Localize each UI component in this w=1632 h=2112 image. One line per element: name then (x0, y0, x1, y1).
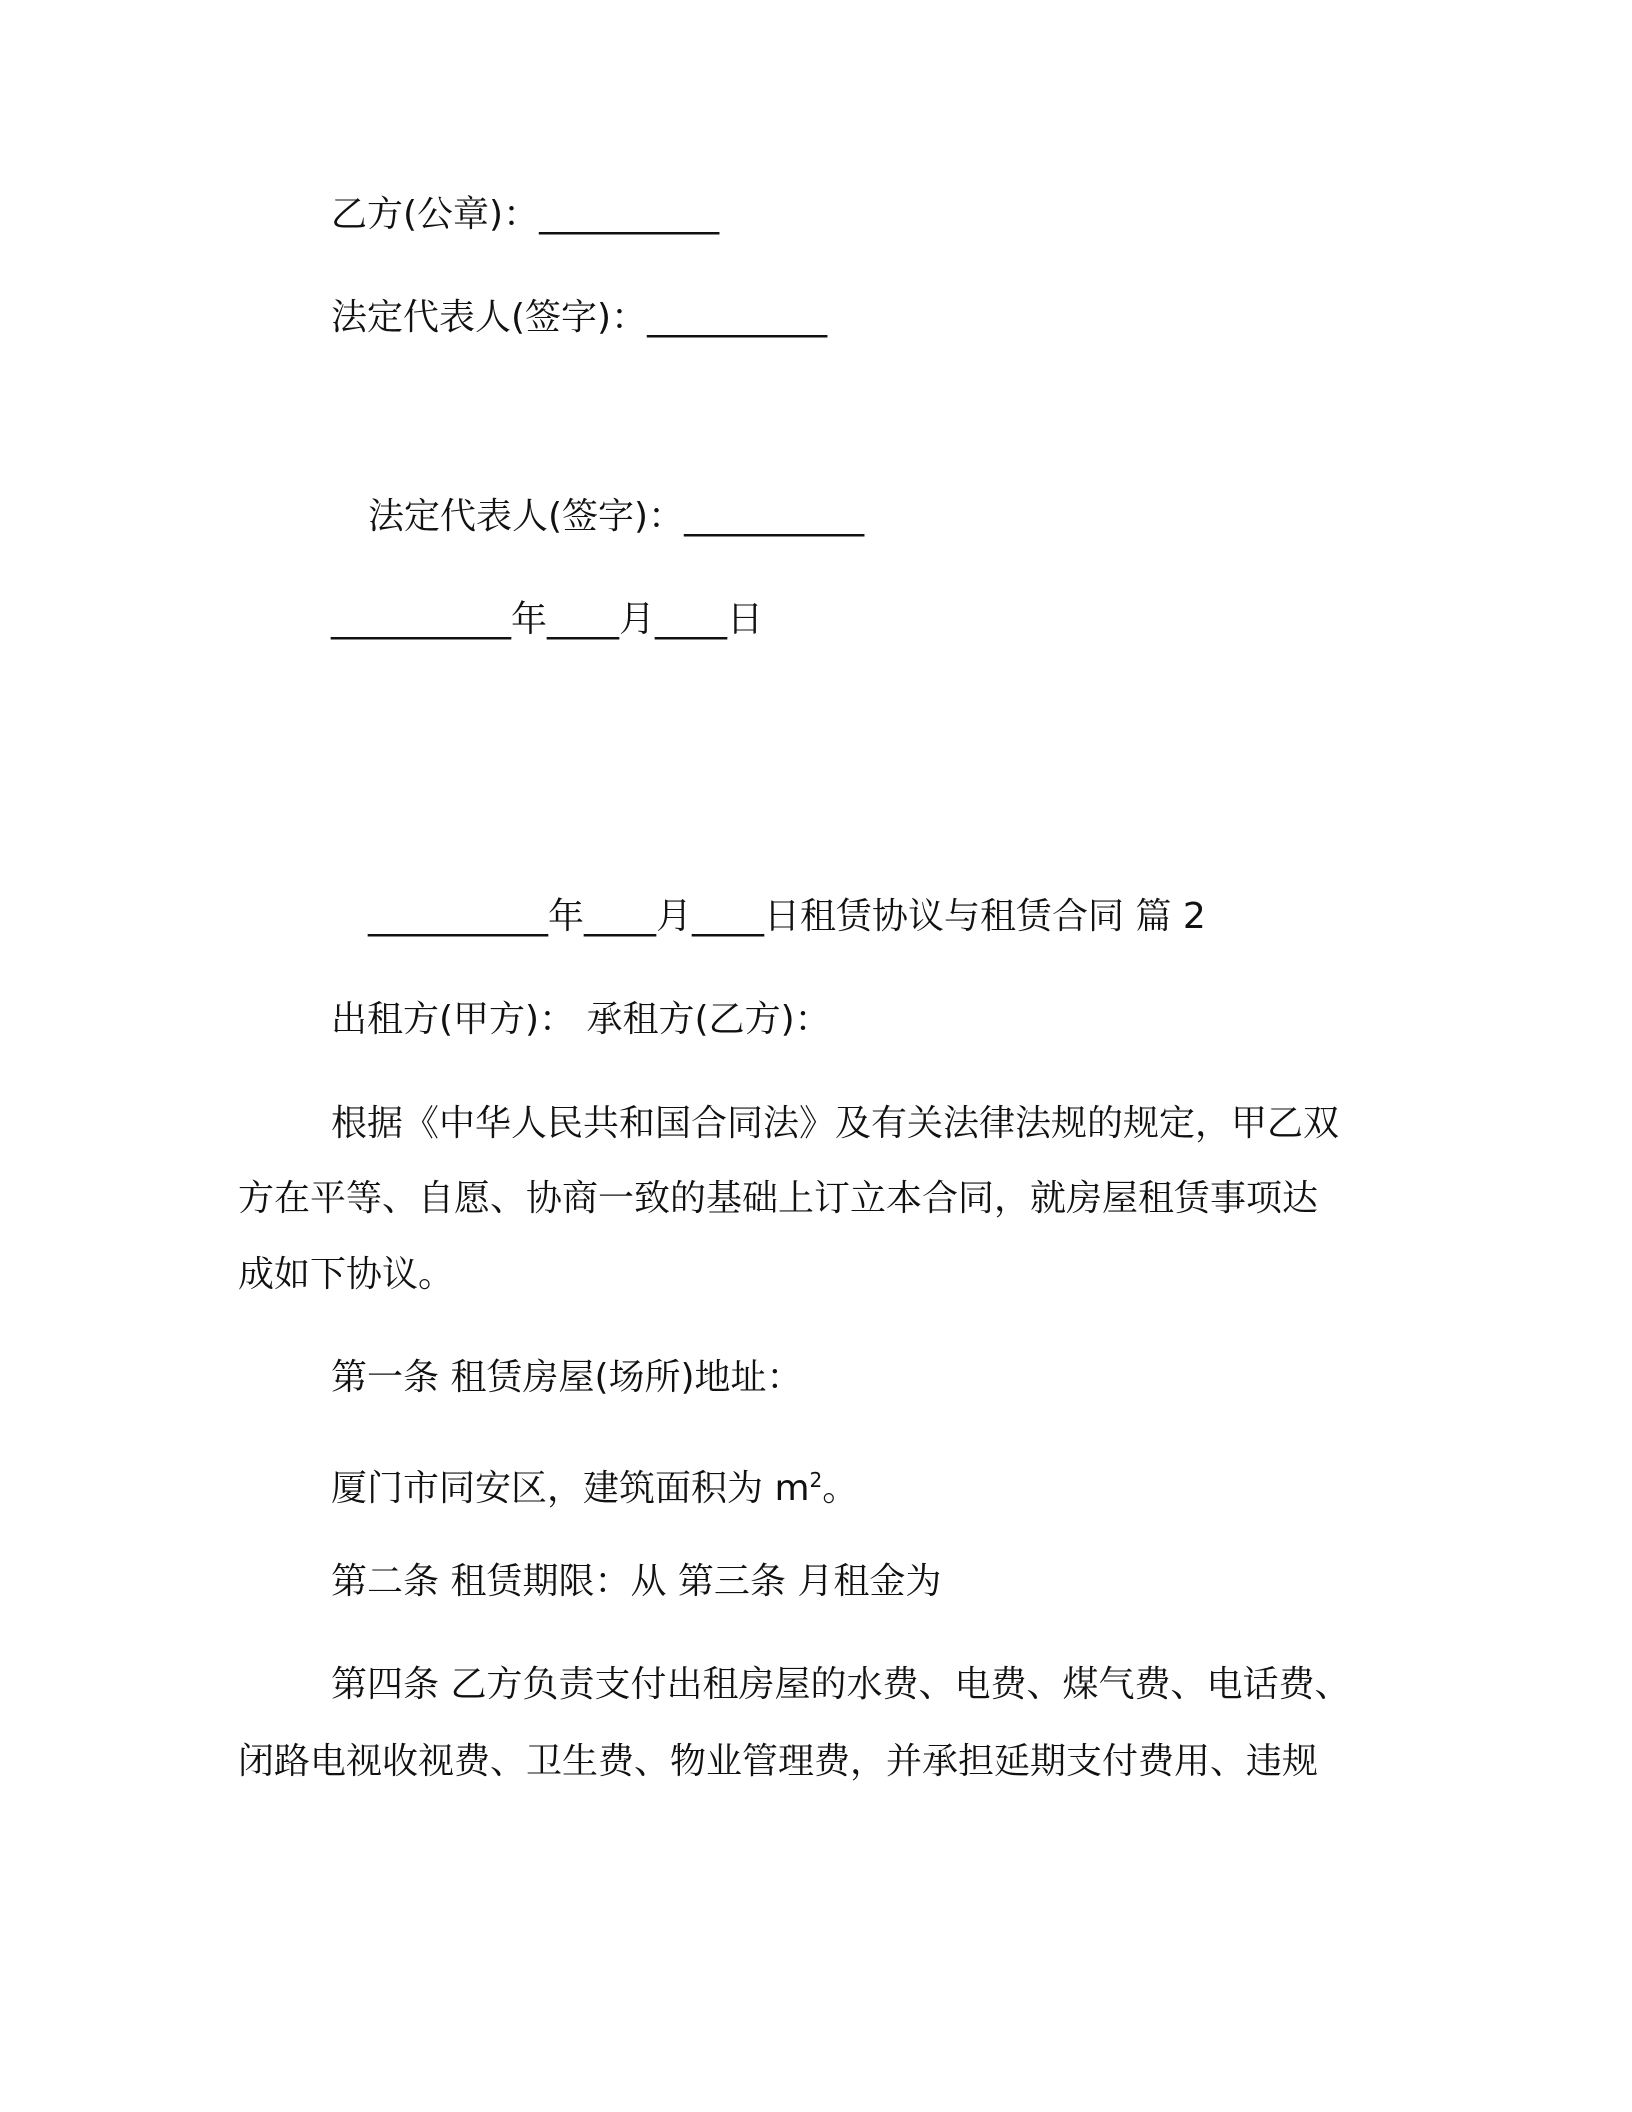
legal-rep-signature-line: 法定代表人(签字)：__________ (331, 297, 828, 338)
article-4-line-2: 闭路电视收视费、卫生费、物业管理费，并承担延期支付费用、违规 (238, 1741, 1319, 1782)
legal-rep-signature-line-2: 法定代表人(签字)：__________ (368, 496, 865, 537)
preamble-line-1: 根据《中华人民共和国合同法》及有关法律法规的规定，甲乙双 (331, 1103, 1340, 1144)
address-line (331, 1458, 858, 1511)
article-1: 第一条 租赁房屋(场所)地址： (331, 1357, 803, 1398)
date-line: __________年____月____日 (331, 599, 763, 640)
article-2-3: 第二条 租赁期限：从 第三条 月租金为 (331, 1561, 942, 1602)
party-b-seal-line: 乙方(公章)：__________ (331, 194, 720, 235)
preamble-line-2: 方在平等、自愿、协商一致的基础上订立本合同，就房屋租赁事项达 (238, 1178, 1319, 1219)
square-superscript: 2 (809, 1468, 823, 1492)
preamble-line-3: 成如下协议。 (238, 1254, 455, 1295)
address-end: 。 (822, 1468, 859, 1509)
parties-line: 出租方(甲方)： 承租方(乙方)： (331, 999, 831, 1040)
article-4-line-1: 第四条 乙方负责支付出租房屋的水费、电费、煤气费、电话费、 (331, 1664, 1351, 1705)
address-text: 厦门市同安区，建筑面积为 m (331, 1468, 810, 1509)
section-title: __________年____月____日租赁协议与租赁合同 篇 2 (368, 896, 1206, 937)
